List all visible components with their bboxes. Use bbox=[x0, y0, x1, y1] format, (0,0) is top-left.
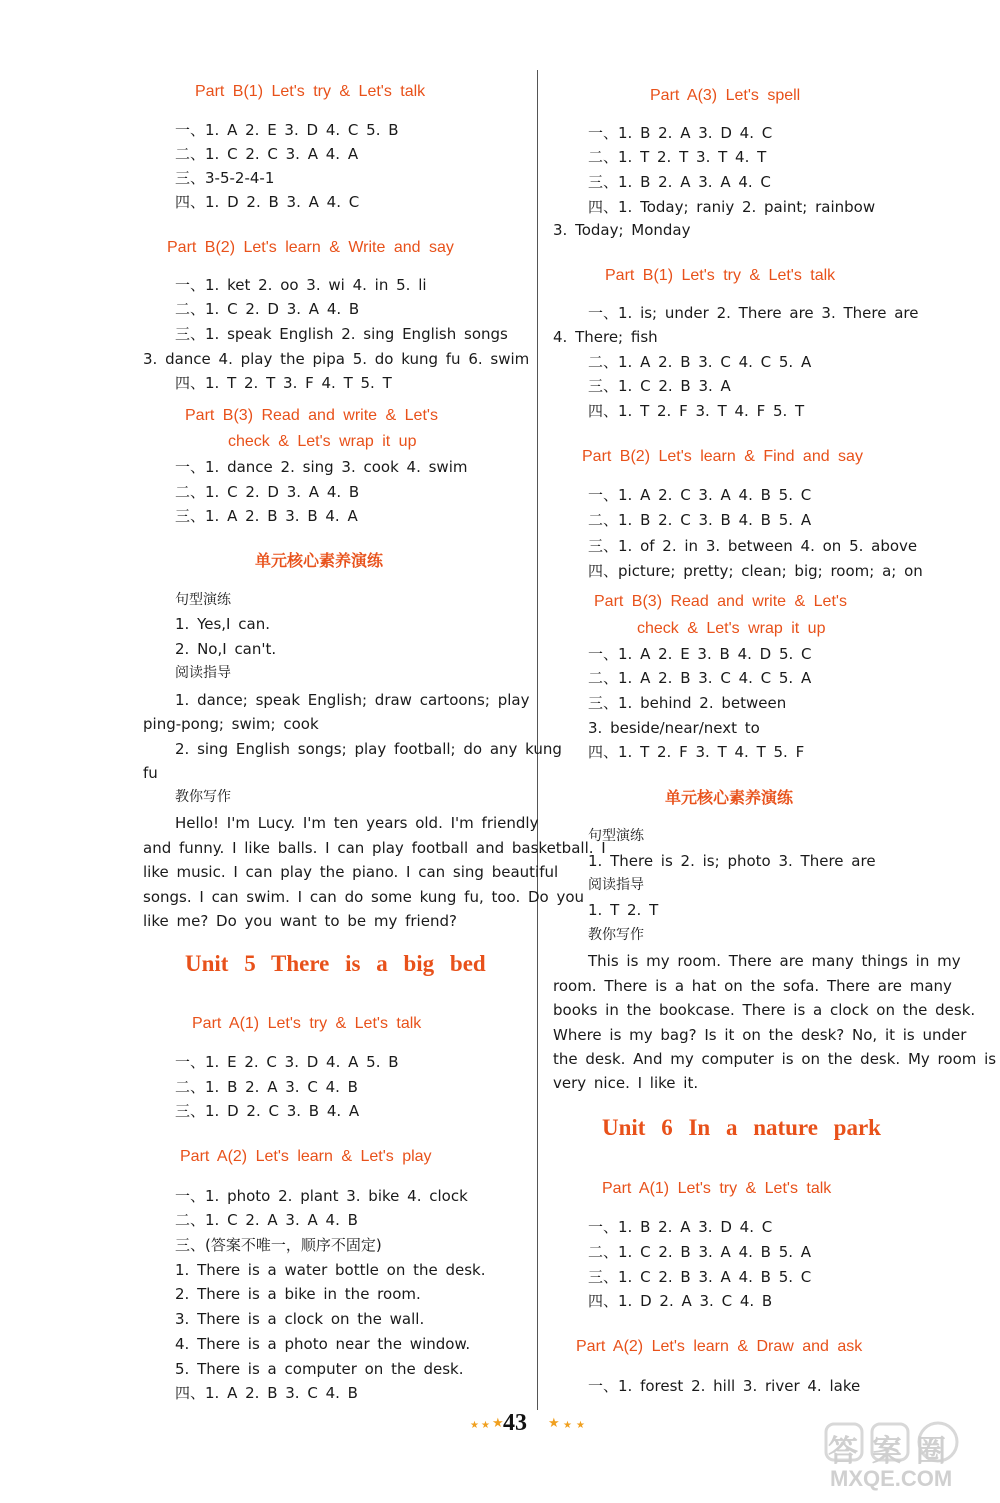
answer-line: 三、1. B 2. A 3. A 4. C bbox=[588, 173, 771, 191]
answer-line: 2. sing English songs; play football; do any kung bbox=[175, 740, 562, 758]
watermark-text: 答案圈 bbox=[828, 1434, 960, 1469]
writing-line: like music. I can play the piano. I can sing beautiful bbox=[143, 863, 559, 881]
answer-line: 2. No,I can't. bbox=[175, 640, 277, 658]
answer-line: 三、1. C 2. B 3. A bbox=[588, 377, 731, 395]
subsection-label: 句型演练 bbox=[175, 592, 231, 608]
answer-line: 四、1. D 2. B 3. A 4. C bbox=[175, 193, 360, 211]
writing-line: the desk. And my computer is on the desk. My room is bbox=[553, 1050, 997, 1068]
answer-line: 二、1. A 2. B 3. C 4. C 5. A bbox=[588, 669, 812, 687]
answer-line: 三、(答案不唯一，顺序不固定) bbox=[175, 1236, 382, 1254]
subsection-label: 教你写作 bbox=[175, 789, 231, 805]
answer-line: 二、1. T 2. T 3. T 4. T bbox=[588, 148, 767, 166]
answer-line: 一、1. B 2. A 3. D 4. C bbox=[588, 1218, 773, 1236]
star-icon: ★ bbox=[563, 1420, 572, 1431]
answer-line: 二、1. B 2. C 3. B 4. B 5. A bbox=[588, 511, 812, 529]
page-footer bbox=[470, 1410, 640, 1440]
subsection-label: 阅读指导 bbox=[175, 665, 231, 681]
answer-line: 一、1. is; under 2. There are 3. There are bbox=[588, 304, 919, 322]
star-icon: ★ bbox=[576, 1420, 585, 1431]
answer-line: 三、3-5-2-4-1 bbox=[175, 169, 275, 187]
answer-line: 一、1. photo 2. plant 3. bike 4. clock bbox=[175, 1187, 468, 1205]
answer-line: 1. Yes,I can. bbox=[175, 615, 270, 633]
answer-line: 四、1. T 2. F 3. T 4. T 5. F bbox=[588, 743, 805, 761]
writing-line: Where is my bag? Is it on the desk? No, it is under bbox=[553, 1026, 967, 1044]
writing-line: This is my room. There are many things in my bbox=[588, 952, 961, 970]
section-heading: Part B(3) Read and write & Let's bbox=[185, 407, 438, 424]
page-number: 43 bbox=[503, 1410, 527, 1436]
answer-line: 三、1. D 2. C 3. B 4. A bbox=[175, 1102, 360, 1120]
answer-line: 3. Today; Monday bbox=[553, 221, 691, 239]
writing-line: like me? Do you want to be my friend? bbox=[143, 912, 457, 930]
answer-line: 三、1. A 2. B 3. B 4. A bbox=[175, 507, 358, 525]
section-heading: Part B(1) Let's try & Let's talk bbox=[605, 267, 836, 284]
subsection-label: 句型演练 bbox=[588, 828, 644, 844]
answer-line: 三、1. of 2. in 3. between 4. on 5. above bbox=[588, 537, 918, 555]
answer-line: 3. dance 4. play the pipa 5. do kung fu 6. swim bbox=[143, 350, 530, 368]
answer-line: 四、picture; pretty; clean; big; room; a; on bbox=[588, 562, 923, 580]
subsection-label: 教你写作 bbox=[588, 927, 644, 943]
answer-line: 1. T 2. T bbox=[588, 901, 659, 919]
answer-line: 四、1. T 2. T 3. F 4. T 5. T bbox=[175, 374, 392, 392]
answer-line: 四、1. D 2. A 3. C 4. B bbox=[588, 1292, 773, 1310]
answer-line: 一、1. A 2. E 3. B 4. D 5. C bbox=[588, 645, 812, 663]
unit-title: Unit 6 In a nature park bbox=[602, 1115, 881, 1140]
answer-line: 二、1. C 2. B 3. A 4. B 5. A bbox=[588, 1243, 812, 1261]
answer-line: 四、1. Today; raniy 2. paint; rainbow bbox=[588, 198, 876, 216]
answer-line: 三、1. behind 2. between bbox=[588, 694, 787, 712]
answer-line: 二、1. B 2. A 3. C 4. B bbox=[175, 1078, 358, 1096]
section-heading: Part A(2) Let's learn & Let's play bbox=[180, 1148, 432, 1165]
answer-line: 3. There is a clock on the wall. bbox=[175, 1310, 425, 1328]
star-icon: ★ bbox=[481, 1420, 490, 1431]
answer-line: 二、1. C 2. D 3. A 4. B bbox=[175, 483, 360, 501]
star-icon: ★ bbox=[492, 1416, 504, 1431]
answer-line: 三、1. C 2. B 3. A 4. B 5. C bbox=[588, 1268, 812, 1286]
answer-line: 3. beside/near/next to bbox=[588, 719, 760, 737]
section-heading: Part B(3) Read and write & Let's bbox=[594, 593, 847, 610]
writing-line: Hello! I'm Lucy. I'm ten years old. I'm friendly bbox=[175, 814, 539, 832]
writing-line: very nice. I like it. bbox=[553, 1074, 699, 1092]
star-icon: ★ bbox=[470, 1420, 479, 1431]
section-heading: Part A(1) Let's try & Let's talk bbox=[602, 1180, 832, 1197]
unit-title: Unit 5 There is a big bed bbox=[185, 951, 486, 976]
answer-line: 二、1. C 2. A 3. A 4. B bbox=[175, 1211, 358, 1229]
section-heading: Part A(1) Let's try & Let's talk bbox=[192, 1015, 422, 1032]
answer-line: 二、1. C 2. C 3. A 4. A bbox=[175, 145, 359, 163]
answer-line: 4. There; fish bbox=[553, 328, 658, 346]
writing-line: room. There is a hat on the sofa. There are many bbox=[553, 977, 952, 995]
writing-line: songs. I can swim. I can do some kung fu, too. Do you bbox=[143, 888, 585, 906]
answer-line: 四、1. A 2. B 3. C 4. B bbox=[175, 1384, 358, 1402]
answer-line: 5. There is a computer on the desk. bbox=[175, 1360, 464, 1378]
answer-line: 1. dance; speak English; draw cartoons; play bbox=[175, 691, 530, 709]
core-heading: 单元核心素养演练 bbox=[665, 788, 794, 807]
answer-line: 二、1. A 2. B 3. C 4. C 5. A bbox=[588, 353, 812, 371]
section-heading: Part A(3) Let's spell bbox=[650, 87, 801, 104]
section-heading: Part B(1) Let's try & Let's talk bbox=[195, 83, 426, 100]
answer-line: 2. There is a bike in the room. bbox=[175, 1285, 421, 1303]
answer-line: 一、1. B 2. A 3. D 4. C bbox=[588, 124, 773, 142]
answer-line: 一、1. ket 2. oo 3. wi 4. in 5. li bbox=[175, 276, 427, 294]
answer-line: 4. There is a photo near the window. bbox=[175, 1335, 471, 1353]
answer-line: 一、1. A 2. E 3. D 4. C 5. B bbox=[175, 121, 399, 139]
answer-line: 1. There is a water bottle on the desk. bbox=[175, 1261, 486, 1279]
writing-line: and funny. I like balls. I can play football and basketball. I bbox=[143, 839, 606, 857]
answer-line: 1. There is 2. is; photo 3. There are bbox=[588, 852, 876, 870]
writing-line: books in the bookcase. There is a clock on the desk. bbox=[553, 1001, 976, 1019]
answer-line: 三、1. speak English 2. sing English songs bbox=[175, 325, 508, 343]
answer-line: 一、1. A 2. C 3. A 4. B 5. C bbox=[588, 486, 812, 504]
section-heading: check & Let's wrap it up bbox=[637, 620, 826, 637]
star-icon: ★ bbox=[548, 1416, 560, 1431]
watermark-url: MXQE.COM bbox=[830, 1466, 953, 1491]
section-heading: check & Let's wrap it up bbox=[228, 433, 417, 450]
subsection-label: 阅读指导 bbox=[588, 877, 644, 893]
section-heading: Part B(2) Let's learn & Find and say bbox=[582, 448, 863, 465]
watermark-logo bbox=[820, 1420, 990, 1495]
answer-line: 二、1. C 2. D 3. A 4. B bbox=[175, 300, 360, 318]
answer-line: 一、1. dance 2. sing 3. cook 4. swim bbox=[175, 458, 468, 476]
answer-line: ping-pong; swim; cook bbox=[143, 715, 319, 733]
answer-line: 四、1. T 2. F 3. T 4. F 5. T bbox=[588, 402, 805, 420]
section-heading: Part A(2) Let's learn & Draw and ask bbox=[576, 1338, 863, 1355]
answer-line: fu bbox=[143, 764, 158, 782]
section-heading: Part B(2) Let's learn & Write and say bbox=[167, 239, 454, 256]
core-heading: 单元核心素养演练 bbox=[255, 551, 384, 570]
answer-line: 一、1. forest 2. hill 3. river 4. lake bbox=[588, 1377, 861, 1395]
answer-line: 一、1. E 2. C 3. D 4. A 5. B bbox=[175, 1053, 399, 1071]
